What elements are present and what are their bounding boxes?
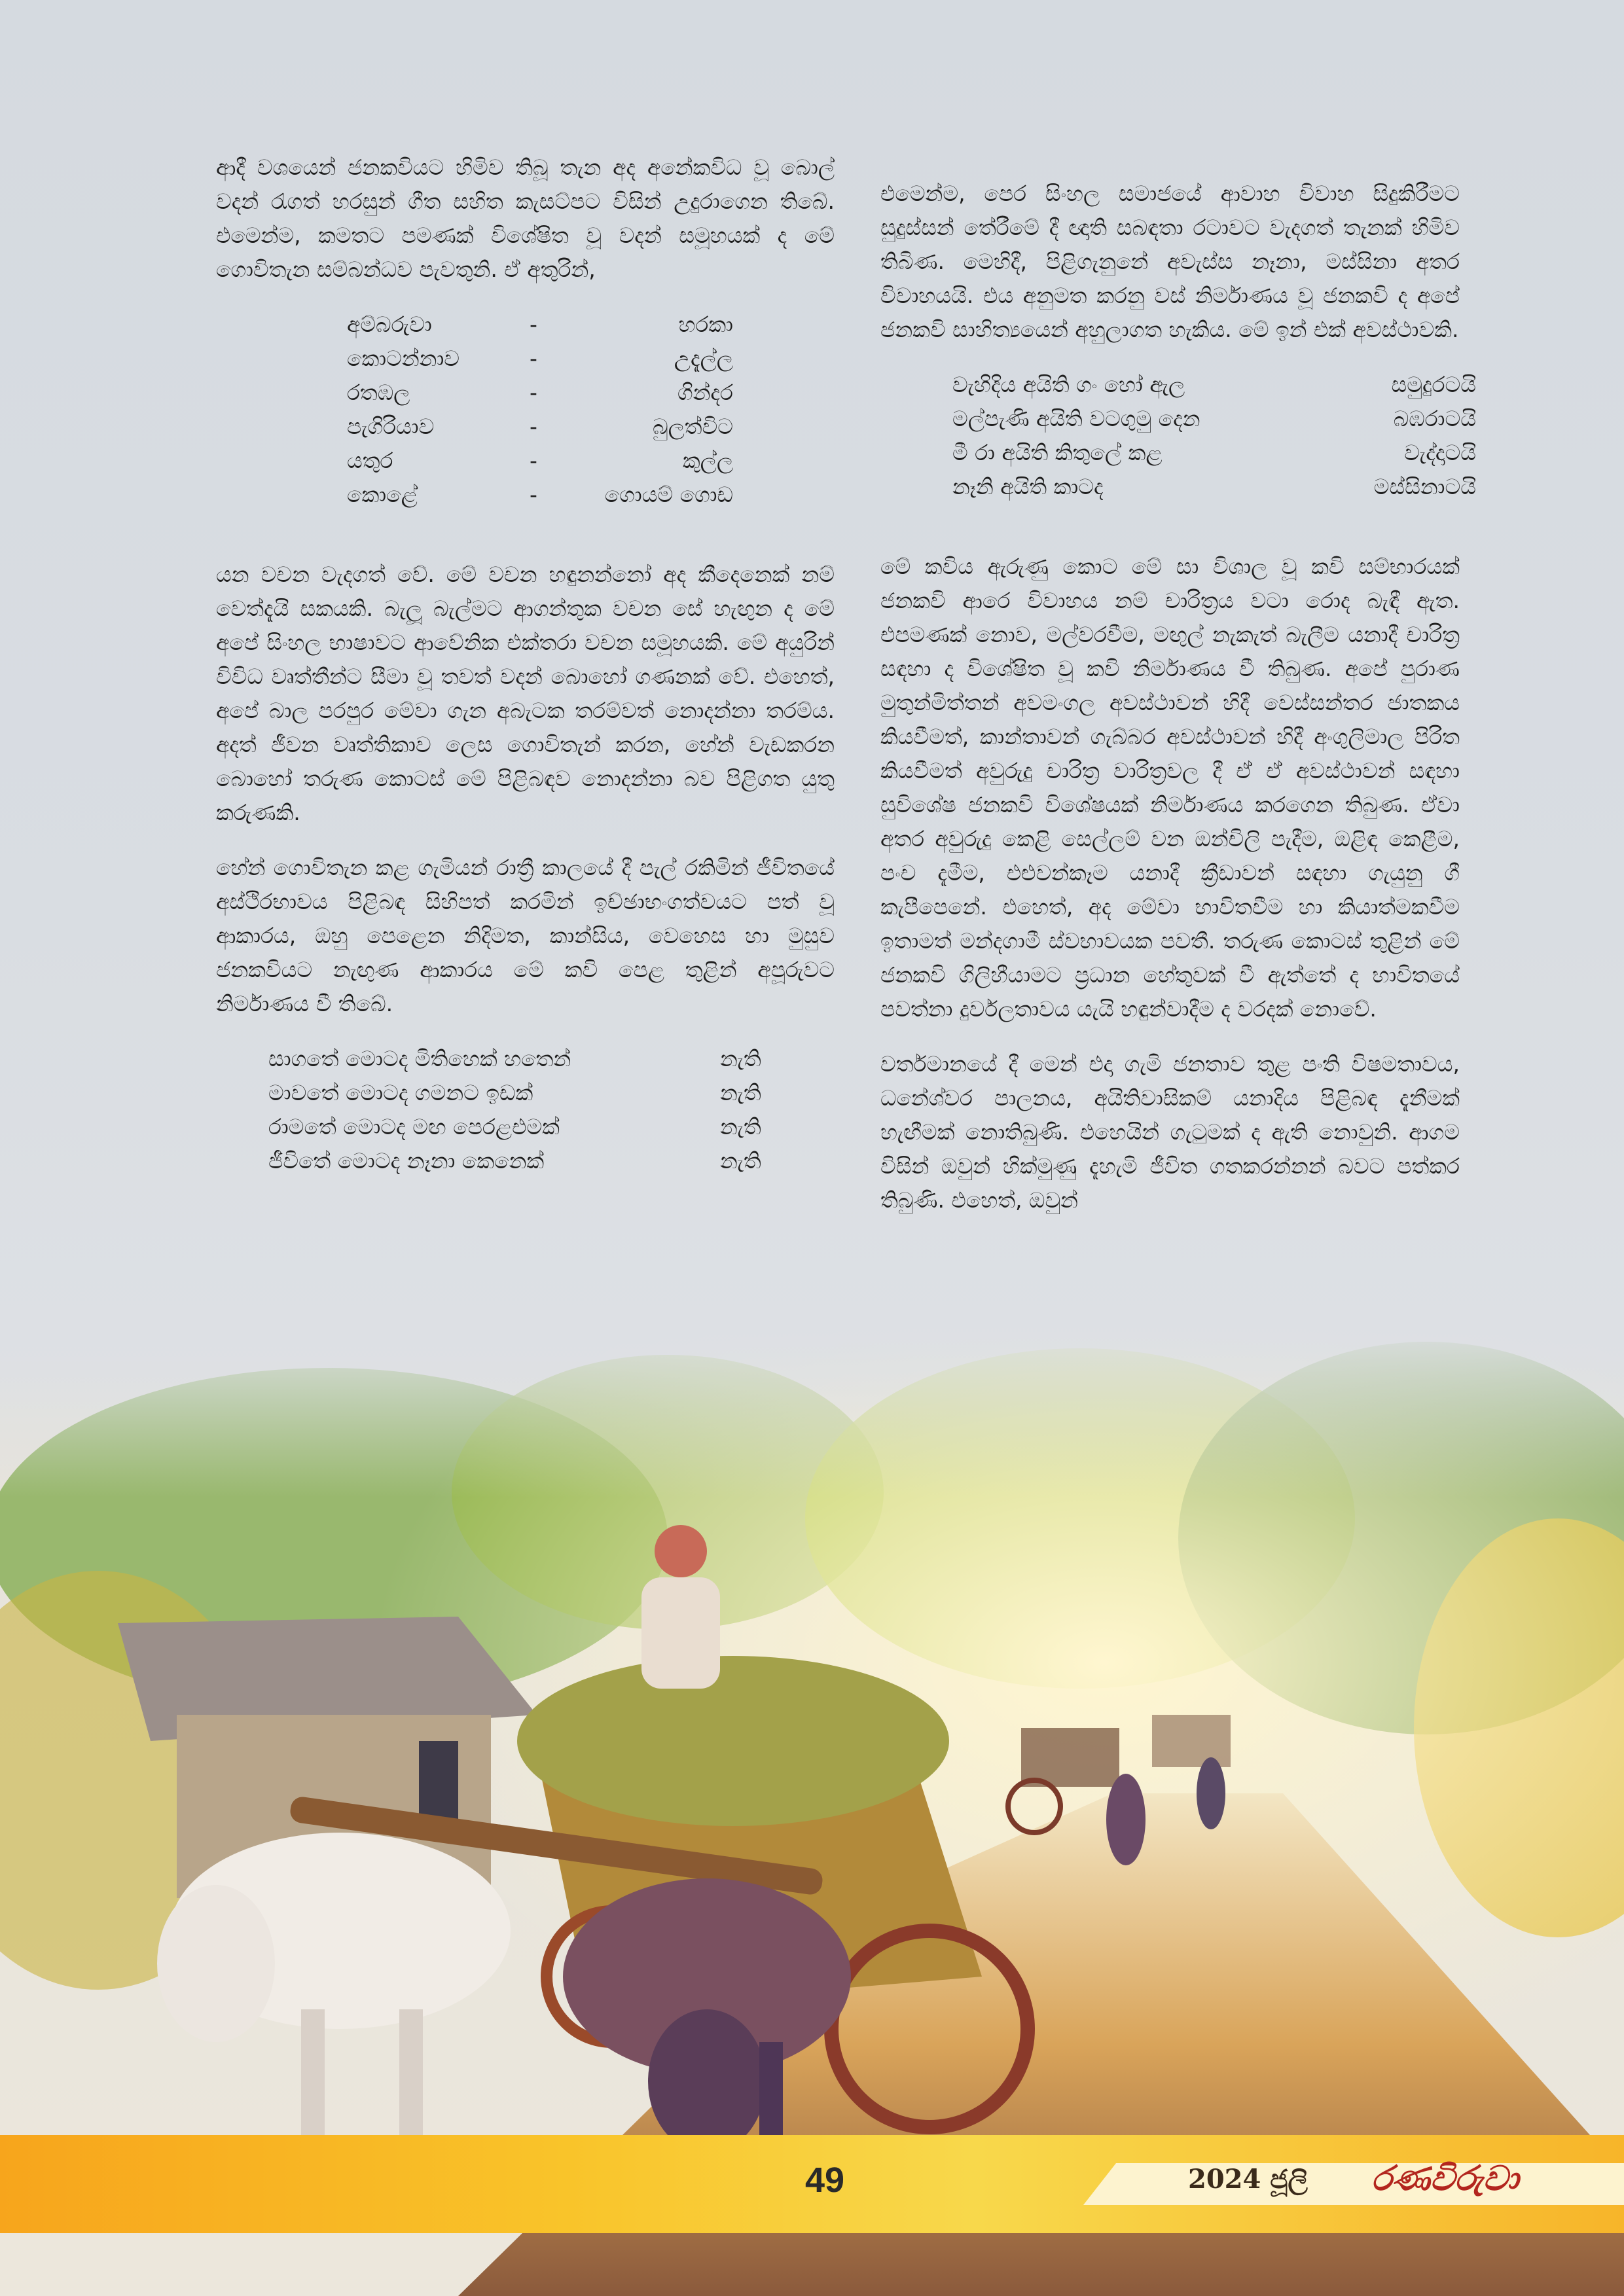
verse-line: රාමතේ මොටද මඟ පෙරළඑමක්	[268, 1114, 560, 1139]
verse-end: මස්සිනාටයි	[1373, 474, 1476, 499]
paragraph: යන වචන වැදගත් වේ. මේ වචන හඳුනන්නෝ අද කීදෙනෙක් නම් වෙත්දැයි සකයකි. බැලූ බැල්මට ආගන්තුක වචන සේ හැඟුන ද මේ අපේ සිංහල භාෂාවට ආවේනික එක්තරා වචන සමූහයකි. මේ අයුරින් විවිධ වෘත්තීන්ට සීමා වූ තවත් වදන් බොහෝ ගණනක් වේ. එහෙත්, අපේ බාල පරපුර මේවා ගැන අබැටක තරම්වත් නොදන්නා තරම්ය. අදත් ජීවන වෘත්තිකාව ලෙස ගොවිතැන් කරන, හේන් වැඩකරන බොහෝ තරුණ කොටස් මේ පිළිබඳව නොදන්නා බව පිළිගත යුතු කරුණකි.	[216, 562, 835, 825]
verse-end: නැති	[720, 1148, 761, 1174]
verse-end: බඹරාටයි	[1393, 406, 1476, 431]
word: යතුර	[347, 448, 393, 473]
magazine-logo: රණවිරුවා	[1371, 2159, 1519, 2198]
word-dash: -	[530, 346, 537, 371]
verse-line: ජීවිතේ මොටද නෑනා කෙනෙක්	[268, 1148, 545, 1174]
word-dash: -	[530, 312, 537, 337]
issue-date: 2024 ජූලි	[1188, 2164, 1308, 2195]
word: අම්බරුවා	[347, 312, 432, 337]
verse-end: නැති	[720, 1114, 761, 1139]
verse-line: මාවතේ මොටද ගමනට ඉඩක්	[268, 1080, 533, 1105]
verse	[952, 368, 1476, 504]
verse-line: මී රා අයිති කිතුලේ කළ	[952, 440, 1163, 465]
word-meaning: හරකා	[678, 312, 733, 337]
word-list	[347, 308, 835, 512]
paragraph: වර්තමානයේ දී මෙන් එදා ගැමි ජනතාව තුළ පංති විෂමතාවය, ධනේශ්වර පාලනය, අයිතිවාසිකම් යනාදිය පිළිබඳ දැනීමක් හැඟීමක් නොතිබුණි. එහෙයින් ගැටුමක් ද ඇති නොවුනි. ආගම විසින් ඔවුන් හික්මුණු දැහැමි ජීවිත ගතකරන්නන් බවට පත්කර තිබුණි. එහෙත්, ඔවුන්	[880, 1051, 1460, 1213]
word-meaning: ගොයම් ගොඩ	[604, 482, 733, 507]
word: පැගිරියාව	[347, 414, 435, 439]
word: කොළේ	[347, 482, 418, 507]
paragraph: හේන් ගොවිතැන කළ ගැමියන් රාත්‍රී කාලයේ දී පැල් රකිමින් ජීවිතයේ අස්ථිරභාවය පිළිබඳ සිහිපත් කරමින් ඉච්ඡාභංගත්වයට පත් වූ ආකාරය, ඔහු පෙළෙන නිදිමත, කාන්සිය, වෙහෙස හා මුසුව ජනකවියට නැඟුණ ආකාරය මේ කවි පෙළ තුළින් අපූරුවට නිර්මාණය වී තිබේ.	[216, 855, 835, 1016]
paragraph: ආදී වශයෙන් ජනකවියට හිමිව තිබූ තැන අද අනේකවිධ වූ බොල් වදන් රැගත් හරසුන් ගීත සහිත කැසට්පට විසින් උදුරාගෙන තිබේ. එමෙන්ම, කමතට පමණක් විශේෂිත වූ වදන් සමූහයක් ද මේ ගොවිතැන සම්බන්ධව පැවතුනි. ඒ අතුරින්,	[216, 154, 835, 282]
paragraph: එමෙන්ම, පෙර සිංහල සමාජයේ ආවාහ විවාහ සිදුකිරීමට සුදුස්සන් තේරීමේ දී ඥාති සබඳතා රටාවට වැදගත් තැනක් හිමිව තිබිණ. මෙහිදී, පිළිගැනුනේ අවැස්ස නෑනා, මස්සිනා අතර විවාහයයි. එය අනුමත කරනු වස් නිර්මාණය වූ ජනකවි ද අපේ ජනකවි සාහිත්‍යයෙන් අහුලාගත හැකිය. මේ ඉන් එක් අවස්ථාවකි.	[880, 181, 1460, 342]
page-number: 49	[804, 2161, 845, 2200]
word-meaning: උදැල්ල	[674, 346, 733, 371]
left-column	[216, 151, 835, 1204]
word: කොටන්නාව	[347, 346, 460, 371]
verse-end: වැද්දාටයි	[1404, 440, 1476, 465]
word-dash: -	[530, 414, 537, 439]
verse-line: සාගතේ මොටද මිතිහෙක් හතෙන්	[268, 1046, 571, 1071]
word-dash: -	[530, 482, 537, 507]
verse-line: මල්පැණි අයිති වටගුමු දෙන	[952, 406, 1200, 431]
verse-line: නෑනි අයිති කාටද	[952, 474, 1104, 499]
verse	[268, 1042, 835, 1178]
word-dash: -	[530, 448, 537, 473]
word-meaning: බුලත්විට	[652, 414, 733, 439]
issue-tab	[1083, 2163, 1624, 2205]
word: රතඹල	[347, 380, 410, 405]
paragraph: මේ කවිය ඇරුණු කොට මේ සා විශාල වූ කවි සම්භාරයක් ජනකවි ආරෙ විවාහය නම් චාරිත්‍රය වටා රොද බැඳී ඇත. එපමණක් නොව, මල්වරවීම, මඟුල් නැකැත් බැලීම යනාදී චාරිත්‍ර සඳහා ද විශේෂිත වූ කවි නිර්මාණය වී තිබුණ. අපේ පුරාණ මුතුන්මිත්තන් අවමංගල අවස්ථාවන් හිදී වෙස්සන්තර ජාතකය කියවීමත්, කාන්තාවන් ගැබ්බර අවස්ථාවන් හිදී අංගුලිමාල පිරිත කියවීමත් අවුරුදු චාරිත්‍ර වාරිත්‍රවල දී ඒ ඒ අවස්ථාවන් සඳහා සුවිශේෂ ජනකවි විශේෂයක් නිර්මාණය කරගෙන තිබුණ. ඒවා අතර අවුරුදු කෙළි සෙල්ලම් වන ඔන්චිලි පැදීම, ඔළිඳ කෙළීම, පංච දැමීම, එළුවන්කෑම යනාදී ක්‍රීඩාවන් සඳහා ගැයුනු ගී කැපීපෙනේ. එහෙත්, අද මේවා භාවිතවීම හා කියාත්මකවීම ඉතාමත් මන්දගාමී ස්වභාවයක පවතී. තරුණ කොටස් තුළින් මේ ජනකවි ගිලිහීයාමට ප්‍රධාන හේතුවක් වී ඇත්තේ ද භාවිතයේ පවත්නා දුර්වලතාවය යැයි හඳුන්වාදීම ද වරදක් නොවේ.	[880, 554, 1460, 1022]
word-meaning: ගින්දර	[677, 380, 733, 405]
verse-end: නැති	[720, 1046, 761, 1071]
verse-end: නැති	[720, 1080, 761, 1105]
verse-end: සමුදුරටයි	[1391, 372, 1476, 397]
verse-line: වැහිදිය අයිති ගං හෝ ඇල	[952, 372, 1185, 397]
right-column	[880, 177, 1476, 1238]
word-dash: -	[530, 380, 537, 405]
word-meaning: කුල්ල	[682, 448, 733, 473]
